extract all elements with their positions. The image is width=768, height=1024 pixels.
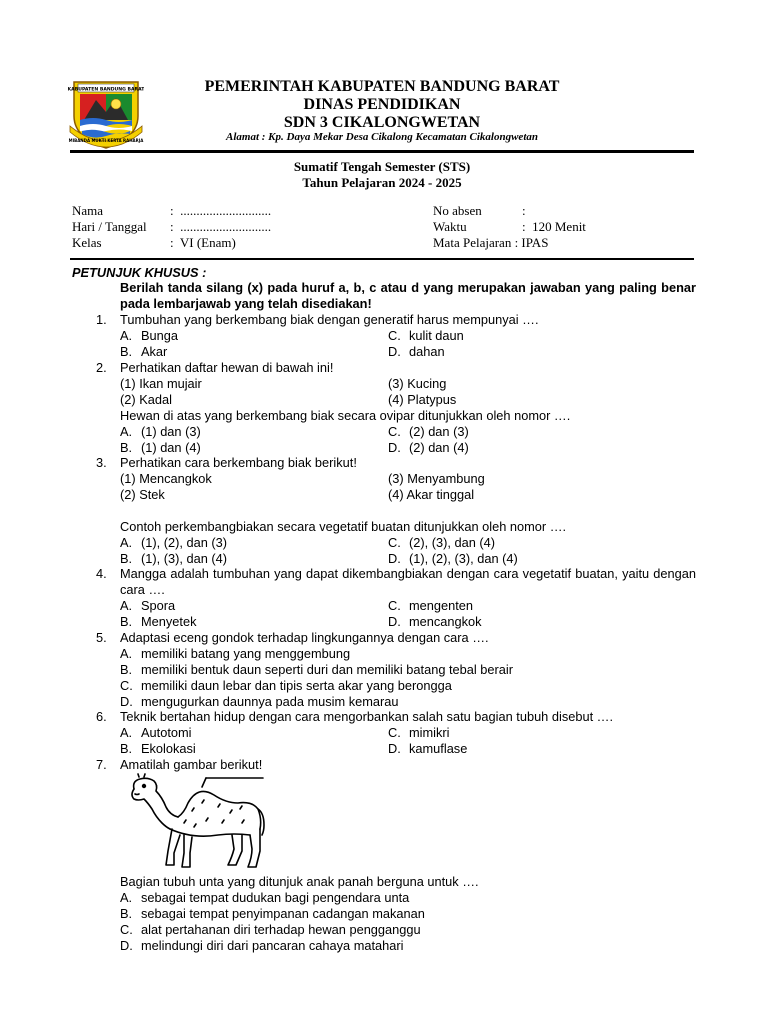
question-text: Perhatikan cara berkembang biak berikut! [120,455,357,470]
logo-top-text: KABUPATEN BANDUNG BARAT [68,87,144,93]
option-d: D. mencangkok [388,614,482,629]
option-a: A. (1), (2), dan (3) [120,535,228,550]
absen-label: No absen [433,203,482,218]
question-text: Mangga adalah tumbuhan yang dapat dikembangbiakan dengan cara vegetatif buatan, yaitu dengan cara …. [120,566,696,597]
hari-field: : ............................ [170,219,272,234]
option-d: D. mengugurkan daunnya pada musim kemarau [120,694,399,709]
exam-year: Tahun Pelajaran 2024 - 2025 [302,175,462,190]
option-b: B. sebagai tempat penyimpanan cadangan makanan [120,906,425,921]
option-c: C. kulit daun [388,328,464,343]
question-number: 3. [96,455,107,470]
option-a: A. Spora [120,598,176,613]
camel-illustration [122,773,272,871]
kelas-label: Kelas [72,235,102,250]
question-stem: Hewan di atas yang berkembang biak secara ovipar ditunjukkan oleh nomor …. [120,408,571,423]
waktu-label: Waktu [433,219,467,234]
option-c: C. (2) dan (3) [388,424,469,439]
option-c: C. mengenten [388,598,474,613]
question-number: 7. [96,757,107,772]
option-d: D. dahan [388,344,445,359]
nama-label: Nama [72,203,104,218]
option-b: B. (1) dan (4) [120,440,201,455]
header-gov: PEMERINTAH KABUPATEN BANDUNG BARAT [204,78,560,95]
instructions-text: Berilah tanda silang (x) pada huruf a, b, c atau d yang merupakan jawaban yang paling benar pada lembarjawab yang telah disediakan! [120,280,696,311]
kelas-field: : VI (Enam) [170,235,236,250]
list-item: (4) Platypus [388,392,457,407]
option-b: B. Akar [120,344,168,359]
mapel-label: Mata Pelajaran : IPAS [433,235,549,250]
option-b: B. (1), (3), dan (4) [120,551,228,566]
option-d: D. (2) dan (4) [388,440,469,455]
identity-divider [70,258,694,260]
question-number: 4. [96,566,107,581]
list-item: (2) Stek [120,487,165,502]
question-text: Teknik bertahan hidup dengan cara mengorbankan salah satu bagian tubuh disebut …. [120,709,614,724]
question-number: 6. [96,709,107,724]
header-dept: DINAS PENDIDIKAN [303,96,461,113]
header-divider [70,150,694,153]
option-b: B. Ekolokasi [120,741,196,756]
option-c: C. memiliki daun lebar dan tipis serta akar yang berongga [120,678,452,693]
logo-bottom-text: MIBANDA MUKTI KERTA RAHARJA [68,138,144,143]
option-d: D. kamuflase [388,741,468,756]
question-stem: Contoh perkembangbiakan secara vegetatif buatan ditunjukkan oleh nomor …. [120,519,567,534]
header-school: SDN 3 CIKALONGWETAN [283,114,481,131]
nama-field: : ............................ [170,203,272,218]
hari-label: Hari / Tanggal [72,219,147,234]
list-item: (3) Menyambung [388,471,485,486]
option-c: C. (2), (3), dan (4) [388,535,496,550]
question-number: 1. [96,312,107,327]
waktu-field: : 120 Menit [522,219,586,234]
question-text: Adaptasi eceng gondok terhadap lingkungannya dengan cara …. [120,630,489,645]
option-d: D. melindungi diri dari pancaran cahaya matahari [120,938,404,953]
list-item: (3) Kucing [388,376,447,391]
option-c: C. mimikri [388,725,450,740]
question-text: Perhatikan daftar hewan di bawah ini! [120,360,334,375]
question-number: 2. [96,360,107,375]
instructions-heading: PETUNJUK KHUSUS : [72,265,207,280]
question-number: 5. [96,630,107,645]
option-a: A. sebagai tempat dudukan bagi pengendara unta [120,890,410,905]
option-c: C. alat pertahanan diri terhadap hewan pengganggu [120,922,421,937]
header-address: Alamat : Kp. Daya Mekar Desa Cikalong Kecamatan Cikalongwetan [226,131,538,143]
question-stem: Bagian tubuh unta yang ditunjuk anak panah berguna untuk …. [120,874,479,889]
option-b: B. Menyetek [120,614,197,629]
option-a: A. memiliki batang yang menggembung [120,646,351,661]
option-a: A. Bunga [120,328,179,343]
list-item: (1) Ikan mujair [120,376,202,391]
option-d: D. (1), (2), (3), dan (4) [388,551,518,566]
option-b: B. memiliki bentuk daun seperti duri dan memiliki batang tebal berair [120,662,514,677]
option-a: A. (1) dan (3) [120,424,201,439]
list-item: (4) Akar tinggal [388,487,475,502]
absen-field: : [522,203,526,218]
question-text: Amatilah gambar berikut! [120,757,263,772]
option-a: A. Autotomi [120,725,192,740]
exam-title: Sumatif Tengah Semester (STS) [293,159,471,174]
question-text: Tumbuhan yang berkembang biak dengan generatif harus mempunyai …. [120,312,539,327]
list-item: (1) Mencangkok [120,471,212,486]
list-item: (2) Kadal [120,392,172,407]
